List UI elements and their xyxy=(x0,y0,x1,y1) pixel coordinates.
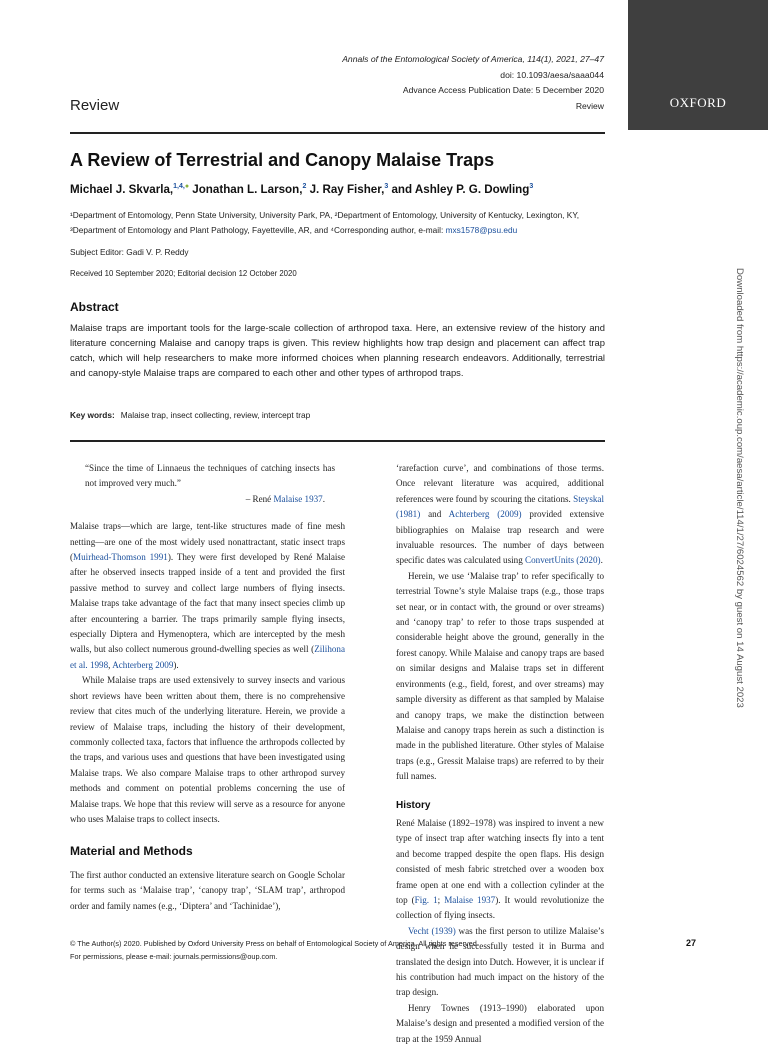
orcid-icon[interactable]: ● xyxy=(184,183,190,191)
section-heading-methods: Material and Methods xyxy=(70,844,193,859)
received-dates: Received 10 September 2020; Editorial decision 12 October 2020 xyxy=(70,269,297,278)
text-run: provided extensive bibliographies on Malaise trap research and were invaluable resources. The number of days between specific dates was calculated using xyxy=(396,509,604,566)
citation-link[interactable]: Malaise 1937 xyxy=(444,894,496,905)
epigraph-attribution xyxy=(70,492,345,507)
body-paragraph xyxy=(396,816,604,924)
section-label: Review xyxy=(70,97,120,114)
citation-link[interactable]: ConvertUnits (2020) xyxy=(525,555,601,566)
text-run: , xyxy=(108,659,113,670)
text-run: ; xyxy=(437,894,445,905)
body-paragraph xyxy=(70,519,345,673)
page-number: 27 xyxy=(686,938,697,948)
author-list xyxy=(70,183,533,196)
corresponding-email-link[interactable]: mxs1578@psu.edu xyxy=(445,225,518,235)
citation-link[interactable]: Steyskal (1981) xyxy=(396,493,604,520)
article-title: A Review of Terrestrial and Canopy Malaise Traps xyxy=(70,150,495,170)
body-column-left xyxy=(70,461,345,914)
epigraph-quote: “Since the time of Linnaeus the techniques of catching insects has not improved very much.” xyxy=(85,463,335,489)
epigraph-attribution-suffix: . xyxy=(322,493,325,504)
copyright-text: © The Author(s) 2020. Published by Oxford University Press on behalf of Entomological Society of America. All rights reserved. xyxy=(70,939,479,948)
citation-link[interactable]: Muirhead-Thomson 1991 xyxy=(73,552,168,563)
publisher-logo-text: OXFORD xyxy=(669,95,727,110)
abstract-text: Malaise traps are important tools for the large-scale collection of arthropod taxa. Here, an extensive review of the history and literature concerning Malaise and canopy traps is given. This review highlights how trap design and placement can affect trap catch, which will help researchers to make more informed choices when planning research endeavors. Additionally, terrestrial and canopy-style Malaise traps are compared to each other and other types of arthropod traps. xyxy=(70,322,605,378)
text-run: was the first person to utilize Malaise’s design when he successfully tested it in Burma and translated the design into Dutch. However, it is unclear if his contribution had much impact on the history of the trap design. xyxy=(396,925,604,998)
text-run: and xyxy=(420,509,449,520)
permissions-text: For permissions, please e-mail: journals.permissions@oup.com. xyxy=(70,951,278,961)
subject-editor: Subject Editor: Gadi V. P. Reddy xyxy=(70,247,189,257)
keywords xyxy=(70,410,310,420)
author-name: Michael J. Skvarla, xyxy=(70,183,174,196)
divider xyxy=(70,132,605,134)
footer-copyright xyxy=(70,938,479,963)
author-affiliation-marker: 2 xyxy=(302,183,307,191)
citation-link[interactable]: Zilihona et al. 1998 xyxy=(70,644,345,670)
download-watermark xyxy=(731,268,747,783)
publisher-logo xyxy=(628,0,768,130)
author-name: Jonathan L. Larson, xyxy=(192,183,303,196)
article-type: Review xyxy=(575,100,604,111)
citation-link[interactable]: Achterberg (2009) xyxy=(448,509,522,520)
affiliations xyxy=(70,208,605,238)
text-run: ). They were first developed by René Malaise after he observed insects trapped inside of a tent and provided the first passive method to survey and collect large numbers of flying insects. Malaise traps take advantage of the fact that many insect species climb up after encountering a barrier. The traps primarily sample flying insects, especially Diptera and Hymenoptera, which are intercepted by the mesh walls, but also collect numerous ground-dwelling species as well ( xyxy=(70,552,345,655)
text-run: Malaise traps—which are large, tent-like structures made of fine mesh netting—are one of the most widely used nonattractant, static insect traps ( xyxy=(70,521,345,563)
text-run: René Malaise (1892–1978) was inspired to invent a new type of insect trap after watching insects fly into a tent and become trapped despite the open flaps. His design consisted of mesh fabric stretched over a wooden box frame open at one end with a collection cylinder at the top ( xyxy=(396,817,604,905)
journal-info xyxy=(342,52,604,114)
body-paragraph xyxy=(396,461,604,569)
epigraph-attribution-prefix: – René xyxy=(245,493,274,504)
citation-link[interactable]: Vecht (1939) xyxy=(408,925,456,936)
body-paragraph: While Malaise traps are used extensively to survey insects and various short reviews have been written about them, there is no comprehensive review that cites much of the underlying literature. Herein, we provide a review of Malaise traps, including the history of their development, commonly collected taxa, factors that influence the arthropods collected by the traps, and various uses and questions that have been investigated using Malaise traps. We also compare Malaise traps to other arthropod survey methods and comment on potential problems concerning the use of Malaise traps. We hope that this review will serve as a resource for anyone who uses Malaise traps to collect insects. xyxy=(70,675,345,824)
text-run: ). xyxy=(173,659,179,670)
text-run: ). It would revolutionize the collection of flying insects. xyxy=(396,894,604,921)
keywords-list: Malaise trap, insect collecting, review, intercept trap xyxy=(120,410,311,420)
text-run: . xyxy=(600,555,603,566)
text-run: ‘rarefaction curve’, and combinations of those terms. Once relevant literature was acquired, additional references were found by scouring the citations. xyxy=(396,463,604,504)
citation-link[interactable]: Malaise 1937 xyxy=(273,493,323,504)
keywords-label: Key words: xyxy=(70,410,115,420)
body-paragraph: Henry Townes (1913–1990) elaborated upon Malaise’s design and presented a modified version of the trap at the 1959 Annual xyxy=(396,1002,604,1044)
section-heading-history: History xyxy=(396,799,431,811)
divider xyxy=(70,440,605,442)
download-watermark-text: Downloaded from https://academic.oup.com/aesa/article/114/1/27/6024562 by guest on 14 August 2023 xyxy=(734,268,745,708)
advance-access-date: Advance Access Publication Date: 5 December 2020 xyxy=(402,85,604,95)
body-paragraph: Herein, we use ‘Malaise trap’ to refer specifically to terrestrial Towne’s style Malaise traps (e.g., those traps set near, or in contact with, the ground or over streams) and ‘canopy trap’ to refer to those traps suspended at considerable height above the ground, generally in the forest canopy. While Malaise and canopy traps are based on similar designs and Malaise traps set in different environments (e.g., field, forest, and over streams) may sample diversity as different as that sampled by Malaise and canopy traps, we make the distinction between Malaise and canopy traps herein as such a distinction is made in the published literature. Other styles of Malaise traps (e.g., Gressit Malaise traps) are referred to by their full names. xyxy=(396,570,604,782)
affiliations-text: ¹Department of Entomology, Penn State University, University Park, PA, ²Department of Entomology, University of Kentucky, Lexington, KY, ³Department of Entomology and Plant Pathology, Fayetteville, AR, and ⁴Corresponding author, e-mail: xyxy=(70,210,580,235)
doi[interactable]: doi: 10.1093/aesa/saaa044 xyxy=(500,69,604,80)
figure-link[interactable]: Fig. 1 xyxy=(414,894,438,905)
journal-citation: Annals of the Entomological Society of America, 114(1), 2021, 27–47 xyxy=(342,54,604,64)
body-paragraph: The first author conducted an extensive literature search on Google Scholar for terms such as ‘Malaise trap’, ‘canopy trap’, ‘SLAM trap’, arthropod order and family names (e.g., ‘Diptera’ and ‘Tachinidae’), xyxy=(70,869,345,911)
author-affiliation-marker: 3 xyxy=(384,183,389,191)
author-name: and Ashley P. G. Dowling xyxy=(391,183,530,196)
author-affiliation-marker: 3 xyxy=(529,183,534,191)
citation-link[interactable]: Achterberg 2009 xyxy=(112,659,174,670)
author-affiliation-marker: 1,4, xyxy=(173,183,185,191)
author-name: J. Ray Fisher, xyxy=(309,183,385,196)
abstract-heading: Abstract xyxy=(70,300,119,314)
